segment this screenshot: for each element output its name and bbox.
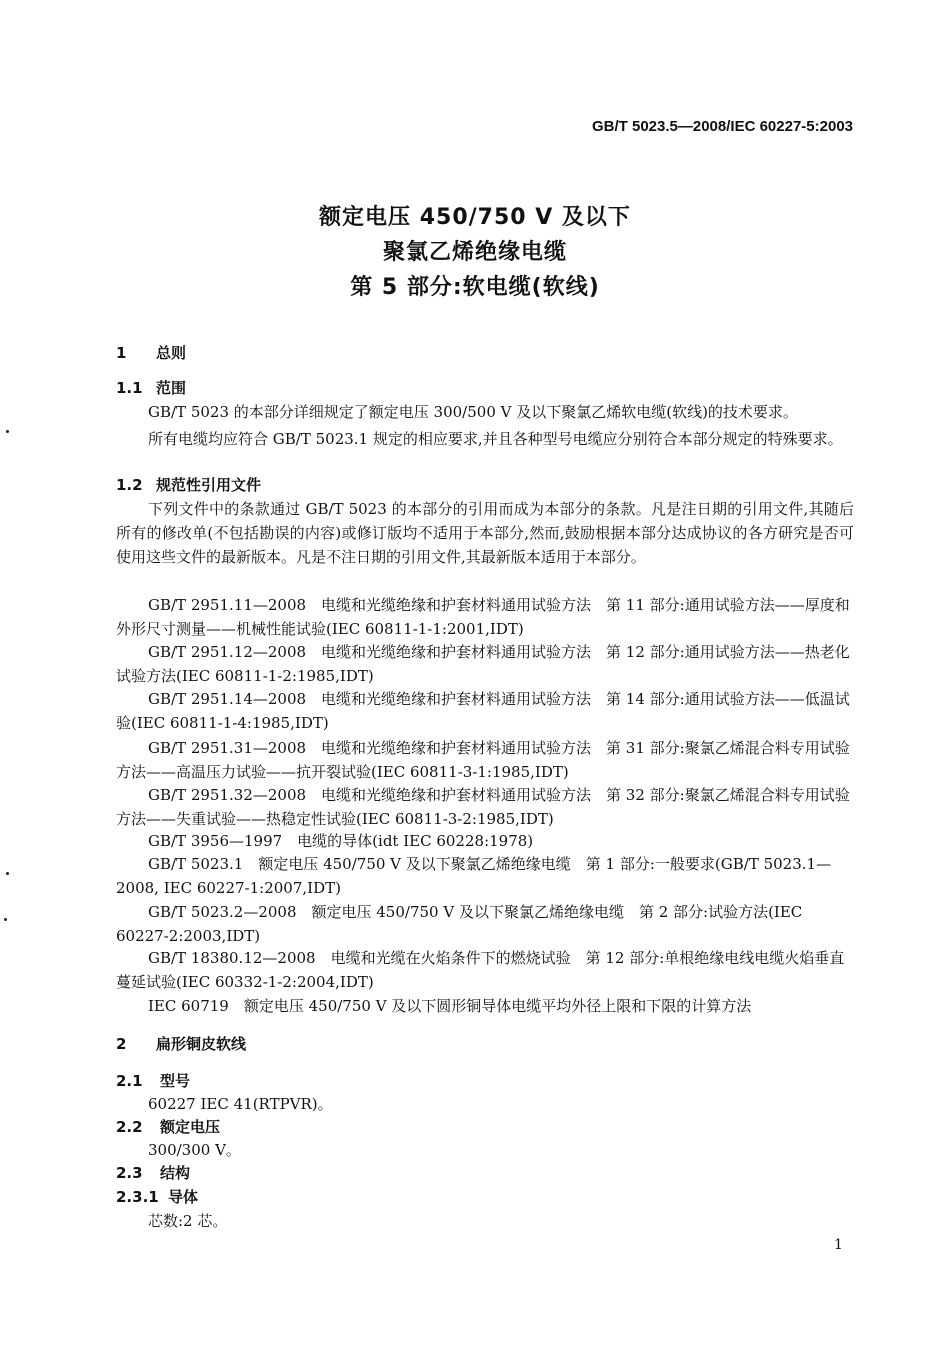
- reference-item: GB/T 5023.2—2008 额定电压 450/750 V 及以下聚氯乙烯绝缘电缆 第 2 部分:试验方法(IEC 60227-2:2003,IDT): [116, 903, 803, 945]
- title-line-3: 第 5 部分:软电缆(软线): [350, 275, 600, 300]
- section-title: 扁形铜皮软线: [156, 1035, 247, 1053]
- section-number: 2.3: [116, 1164, 143, 1182]
- reference-item: GB/T 3956—1997 电缆的导体(idt IEC 60228:1978): [148, 832, 534, 850]
- scan-mark: [6, 430, 9, 433]
- section-number: 1.1: [116, 379, 143, 397]
- standard-code: GB/T 5023.5—2008/IEC 60227-5:2003: [592, 118, 853, 135]
- section-1-2-heading: [116, 474, 261, 495]
- section-number: 2.3.1: [116, 1188, 159, 1206]
- section-2-1-heading: [116, 1070, 190, 1091]
- section-2-3-1-heading: [116, 1186, 198, 1207]
- title-line-2: 聚氯乙烯绝缘电缆: [382, 240, 567, 265]
- section-number: 1: [116, 344, 127, 362]
- scan-mark: [4, 918, 7, 921]
- reference-item: GB/T 2951.32—2008 电缆和光缆绝缘和护套材料通用试验方法 第 32 部分:聚氯乙烯混合料专用试验方法——失重试验——热稳定性试验(IEC 60811-3-2:1985,IDT): [116, 786, 850, 828]
- section-number: 2.2: [116, 1118, 143, 1136]
- section-1-1-heading: [116, 377, 186, 398]
- section-2-heading: [116, 1033, 246, 1054]
- normative-paragraph: 下列文件中的条款通过 GB/T 5023 的本部分的引用而成为本部分的条款。凡是注日期的引用文件,其随后所有的修改单(不包括勘误的内容)或修订版均不适用于本部分,然而,鼓励根据本部分达成协议的各方研究是否可使用这些文件的最新版本。凡是不注日期的引用文件,其最新版本适用于本部分。: [116, 500, 854, 566]
- reference-item: GB/T 18380.12—2008 电缆和光缆在火焰条件下的燃烧试验 第 12 部分:单根绝缘电线电缆火焰垂直蔓延试验(IEC 60332-1-2:2004,IDT): [116, 949, 845, 991]
- section-2-3-heading: [116, 1162, 190, 1183]
- section-title: 结构: [160, 1164, 191, 1182]
- page-number: 1: [834, 1237, 843, 1253]
- section-title: 型号: [160, 1072, 191, 1090]
- reference-item: GB/T 2951.12—2008 电缆和光缆绝缘和护套材料通用试验方法 第 12 部分:通用试验方法——热老化试验方法(IEC 60811-1-2:1985,IDT): [116, 643, 850, 685]
- scope-paragraph-2: 所有电缆均应符合 GB/T 5023.1 规定的相应要求,并且各种型号电缆应分别符合本部分规定的特殊要求。: [148, 430, 843, 448]
- section-title: 额定电压: [160, 1118, 221, 1136]
- section-number: 2.1: [116, 1072, 143, 1090]
- reference-item: GB/T 5023.1 额定电压 450/750 V 及以下聚氯乙烯绝缘电缆 第 1 部分:一般要求(GB/T 5023.1—2008, IEC 60227-1:2007,IDT): [116, 855, 832, 897]
- section-title: 规范性引用文件: [156, 476, 262, 494]
- section-title: 导体: [168, 1188, 199, 1206]
- section-number: 1.2: [116, 476, 143, 494]
- title-line-1: 额定电压 450/750 V 及以下: [319, 205, 631, 230]
- reference-item: GB/T 2951.14—2008 电缆和光缆绝缘和护套材料通用试验方法 第 14 部分:通用试验方法——低温试验(IEC 60811-1-4:1985,IDT): [116, 690, 850, 732]
- scan-mark: [6, 872, 9, 875]
- reference-item: GB/T 2951.11—2008 电缆和光缆绝缘和护套材料通用试验方法 第 11 部分:通用试验方法——厚度和外形尺寸测量——机械性能试验(IEC 60811-1-1:2001,IDT): [116, 596, 850, 638]
- model-value: 60227 IEC 41(RTPVR)。: [148, 1095, 333, 1113]
- reference-item: GB/T 2951.31—2008 电缆和光缆绝缘和护套材料通用试验方法 第 31 部分:聚氯乙烯混合料专用试验方法——高温压力试验——抗开裂试验(IEC 60811-3-1:1985,IDT): [116, 739, 850, 781]
- scope-paragraph-1: GB/T 5023 的本部分详细规定了额定电压 300/500 V 及以下聚氯乙烯软电缆(软线)的技术要求。: [148, 403, 798, 421]
- section-number: 2: [116, 1035, 127, 1053]
- cores-value: 芯数:2 芯。: [148, 1212, 228, 1230]
- voltage-value: 300/300 V。: [148, 1141, 241, 1159]
- section-2-2-heading: [116, 1116, 220, 1137]
- section-title: 范围: [156, 379, 187, 397]
- section-title: 总则: [156, 344, 187, 362]
- section-1-heading: [116, 342, 186, 363]
- reference-item: IEC 60719 额定电压 450/750 V 及以下圆形铜导体电缆平均外径上限和下限的计算方法: [148, 997, 752, 1015]
